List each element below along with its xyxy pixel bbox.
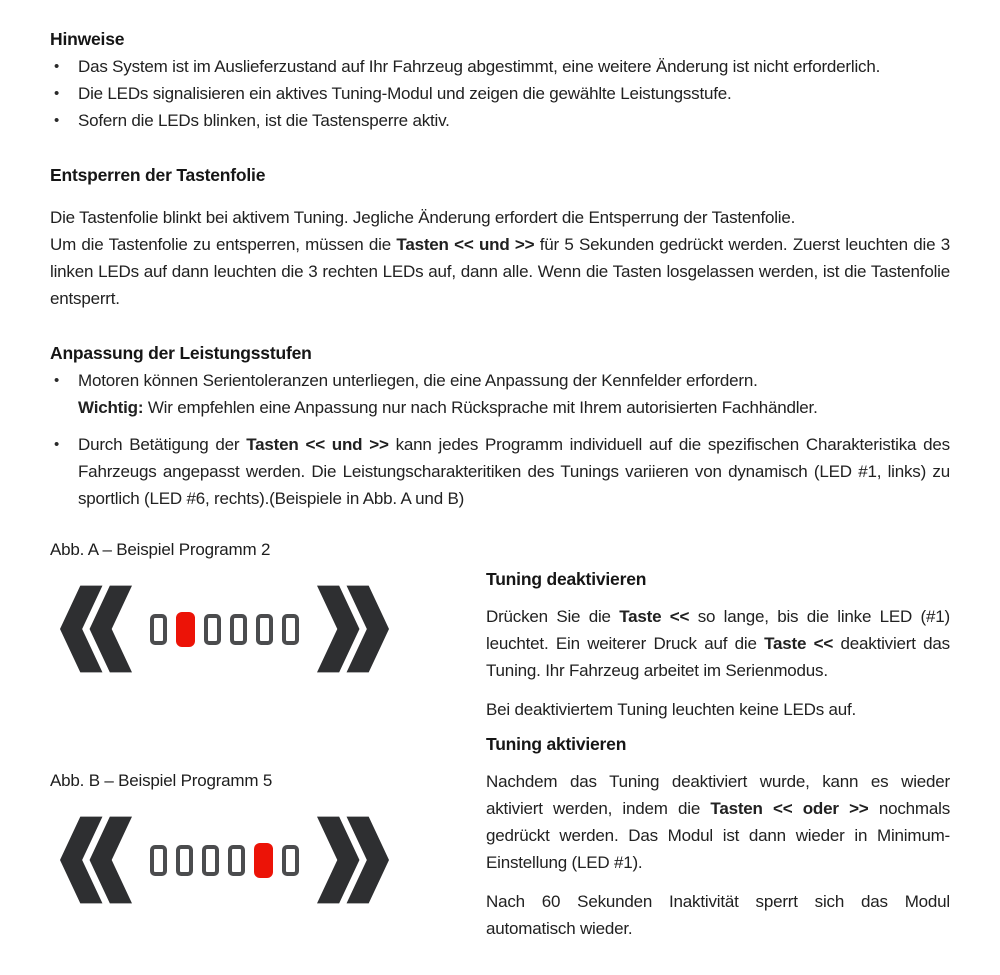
led-off <box>202 845 219 876</box>
tuning-deactivate-title: Tuning deaktivieren <box>486 569 647 589</box>
chevron-right-icon <box>317 585 389 673</box>
figure-b-caption: Abb. B – Beispiel Programm 5 <box>50 771 273 790</box>
entsperren-paragraph: Die Tastenfolie blinkt bei aktivem Tuning. Jegliche Änderung erfordert die Entsperrung der Tastenfolie. Um die Tastenfolie zu entsperren, müssen die Tasten << und >> für 5 Sekunden gedrückt werden. Zuerst leuchten die 3 linken LEDs auf dann leuchten die 3 rechten LEDs auf, dann alle. Wenn die Tasten losgelassen werden, ist die Tastenfolie entsperrt. <box>50 208 950 308</box>
anpassung-list <box>50 367 950 512</box>
list-item: • Die LEDs signalisieren ein aktives Tuning-Modul und zeigen die gewählte Leistungsstufe. <box>50 80 950 107</box>
list-item: • Sofern die LEDs blinken, ist die Tastensperre aktiv. <box>50 107 950 134</box>
led-off <box>228 845 245 876</box>
led-on <box>176 612 195 647</box>
tuning-activate-note: Nach 60 Sekunden Inaktivität sperrt sich das Modul automatisch wieder. <box>486 892 950 938</box>
led-off <box>256 614 273 645</box>
section-title-anpassung: Anpassung der Leistungsstufen <box>50 343 312 363</box>
led-off <box>176 845 193 876</box>
figures-and-tuning-columns <box>50 536 950 942</box>
list-item: • Das System ist im Auslieferzustand auf Ihr Fahrzeug abgestimmt, eine weitere Änderung ist nicht erforderlich. <box>50 53 950 80</box>
section-title-hinweise: Hinweise <box>50 29 125 49</box>
tuning-activate-title: Tuning aktivieren <box>486 734 627 754</box>
tuning-deactivate-paragraph: Drücken Sie die Taste << so lange, bis die linke LED (#1) leuchtet. Ein weiterer Druck auf die Taste << deaktiviert das Tuning. Ihr Fahrzeug arbeitet im Serienmodus. <box>486 607 950 680</box>
led-off <box>204 614 221 645</box>
figure-b-led-diagram <box>60 814 486 906</box>
figure-a-caption: Abb. A – Beispiel Programm 2 <box>50 540 271 559</box>
list-item: • Motoren können Serientoleranzen unterliegen, die eine Anpassung der Kennfelder erfordern. Wichtig: Wir empfehlen eine Anpassung nur nach Rücksprache mit Ihrem autorisierten Fachhändler. <box>50 367 950 421</box>
led-strip <box>150 612 299 647</box>
list-item: • Durch Betätigung der Tasten << und >> kann jedes Programm individuell auf die spezifischen Charakteristika des Fahrzeugs angepasst werden. Die Leistungscharakteritiken des Tunings variieren von dynamisch (LED #1, links) zu sportlich (LED #6, rechts).(Beispiele in Abb. A und B) <box>50 431 950 512</box>
chevron-right-icon <box>317 816 389 904</box>
led-strip <box>150 843 299 878</box>
figure-a-led-diagram <box>60 583 486 675</box>
tuning-deactivate-note: Bei deaktiviertem Tuning leuchten keine LEDs auf. <box>486 700 857 719</box>
led-off <box>150 845 167 876</box>
chevron-left-icon <box>60 816 132 904</box>
tuning-column <box>486 536 950 942</box>
led-on <box>254 843 273 878</box>
tuning-activate-paragraph: Nachdem das Tuning deaktiviert wurde, kann es wieder aktiviert werden, indem die Tasten << oder >> nochmals gedrückt werden. Das Modul ist dann wieder in Minimum-Einstellung (LED #1). <box>486 772 950 872</box>
hinweise-list <box>50 53 950 134</box>
led-off <box>150 614 167 645</box>
led-off <box>282 614 299 645</box>
section-title-entsperren: Entsperren der Tastenfolie <box>50 165 266 185</box>
led-off <box>230 614 247 645</box>
figures-column <box>50 536 486 942</box>
chevron-left-icon <box>60 585 132 673</box>
led-off <box>282 845 299 876</box>
